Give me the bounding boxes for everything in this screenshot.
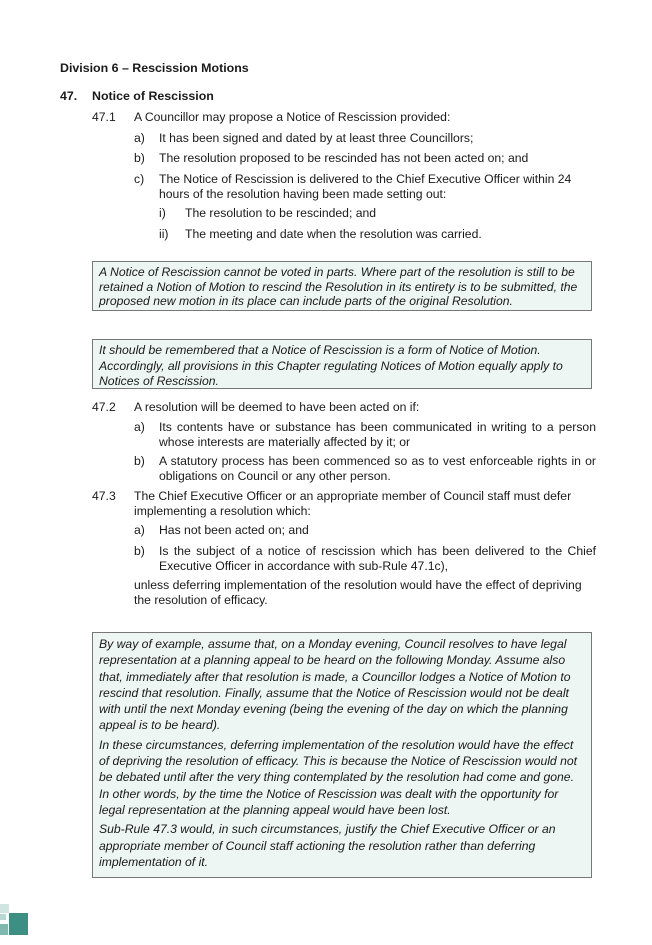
subrule-intro-47-1: A Councillor may propose a Notice of Rescission provided: xyxy=(134,110,451,124)
rule-title: Notice of Rescission xyxy=(92,89,214,103)
corner-decoration-mid xyxy=(0,924,8,935)
rule-number: 47. xyxy=(60,89,78,103)
item-label: b) xyxy=(134,454,145,468)
item-label: b) xyxy=(134,151,145,165)
item-label: a) xyxy=(134,523,145,537)
item-text: A statutory process has been commenced so as to vest enforceable rights in or obligations on Council or any other person. xyxy=(159,454,596,483)
item-label: c) xyxy=(134,172,145,186)
subitem-text: The resolution to be rescinded; and xyxy=(185,206,377,220)
subrule-number-47-2: 47.2 xyxy=(92,400,116,414)
item-label: b) xyxy=(134,544,145,558)
subitem-label: i) xyxy=(159,206,166,220)
subrule-number-47-3: 47.3 xyxy=(92,489,116,503)
subrule-intro-47-3: The Chief Executive Officer or an appropriate member of Council staff must defer implementing a resolution which: xyxy=(134,489,572,518)
note-paragraph: In these circumstances, deferring implementation of the resolution would have the effect of depriving the resolution of efficacy. This is because the Notice of Rescission would not be debated until after the very thing contemplated by the resolution had come and gone. In other words, by the time the Notice of Rescission was dealt with the opportunity for legal representation at the planning appeal would have been lost. xyxy=(99,737,578,817)
corner-decoration-light xyxy=(0,904,9,913)
note-paragraph: Sub-Rule 47.3 would, in such circumstances, justify the Chief Executive Officer or an appropriate member of Council staff actioning the resolution rather than deferring implementation of it. xyxy=(99,822,556,869)
corner-decoration-dark xyxy=(9,913,28,935)
note-box-notice-of-motion xyxy=(92,339,592,389)
note-box-example xyxy=(92,632,592,878)
item-text: The Notice of Rescission is delivered to the Chief Executive Officer within 24 hours of the resolution having been made setting out: xyxy=(159,172,572,201)
item-text: Is the subject of a notice of rescission which has been delivered to the Chief Executive Officer in accordance with sub-Rule 47.1c), xyxy=(159,544,596,573)
note-box-voting-parts xyxy=(92,261,592,311)
item-text: It has been signed and dated by at least three Councillors; xyxy=(159,131,474,145)
subitem-text: The meeting and date when the resolution was carried. xyxy=(185,227,482,241)
subrule-closing-47-3: unless deferring implementation of the resolution would have the effect of depriving the resolution of efficacy. xyxy=(134,578,582,607)
item-text: Its contents have or substance has been communicated in writing to a person whose interests are materially affected by it; or xyxy=(159,420,596,449)
division-title: Division 6 – Rescission Motions xyxy=(60,61,249,75)
subrule-number-47-1: 47.1 xyxy=(92,110,116,124)
item-label: a) xyxy=(134,131,145,145)
corner-decoration-light xyxy=(0,914,6,920)
note-text: A Notice of Rescission cannot be voted in parts. Where part of the resolution is still to be retained a Notion of Motion to rescind the Resolution in its entirety is to be submitted, the proposed new motion in its place can include parts of the original Resolution. xyxy=(99,265,578,308)
note-paragraph: By way of example, assume that, on a Monday evening, Council resolves to have legal representation at a planning appeal to be heard on the following Monday. Assume also that, immediately after that resolution is made, a Councillor lodges a Notice of Motion to rescind that resolution. Finally, assume that the Notice of Rescission would not be dealt with until the next Monday evening (being the evening of the day on which the planning appeal is to be heard). xyxy=(99,637,571,733)
item-text: Has not been acted on; and xyxy=(159,523,309,537)
subrule-intro-47-2: A resolution will be deemed to have been acted on if: xyxy=(134,400,420,414)
item-text: The resolution proposed to be rescinded has not been acted on; and xyxy=(159,151,529,165)
note-text: It should be remembered that a Notice of Rescission is a form of Notice of Motion. Accordingly, all provisions in this Chapter regulating Notices of Motion equally apply to Notices of Rescission. xyxy=(99,343,563,388)
subitem-label: ii) xyxy=(159,227,169,241)
item-label: a) xyxy=(134,420,145,434)
